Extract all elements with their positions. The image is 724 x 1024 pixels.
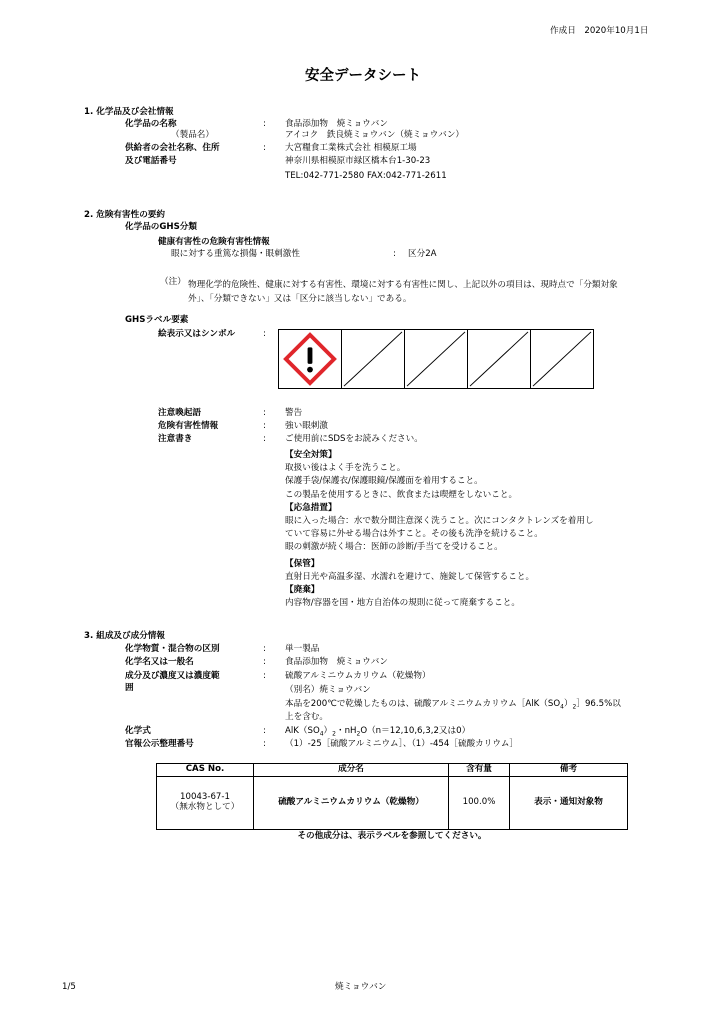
content-cell: 100.0% [449,777,510,830]
composition-label: 成分及び濃度又は濃度範 [125,671,220,681]
trade-name-label: （製品名） [171,130,214,140]
eye-irritation-label: 眼に対する重篤な損傷・眼刺激性 [171,249,300,259]
precaution-line: この製品を使用するときに、飲食または喫煙をしないこと。 [285,489,518,500]
table-header-row [157,764,628,777]
composition-description: 本品を200℃で乾燥したものは、硫酸アルミニウムカリウム$[AlK(SO_4)_2]96.5\%$以 [285,699,621,711]
colon: : [263,119,266,129]
table-row [157,777,628,830]
product-name-value: 食品添加物 焼ミョウバン [285,119,388,129]
col-header-component: 成分名 [254,764,449,777]
gazette-number-value: （1）-25［硫酸アルミニウム］、（1）-454［硫酸カリウム］ [285,739,519,749]
hazard-statement-value: 強い眼刺激 [285,421,328,431]
colon: : [263,726,266,736]
empty-pictogram-slot [404,329,468,389]
precaution-line: ていて容易に外せる場合は外すこと。その後も洗浄を続けること。 [285,529,543,540]
cas-number: 10043-67-1 [180,792,230,803]
supplier-label: 供給者の会社名称、住所 [125,143,220,153]
table-note-row [157,830,628,844]
colon: : [263,421,266,431]
composition-label-cont: 囲 [125,683,134,693]
alias-value: （別名）焼ミョウバン [285,685,371,695]
note-text: 物理化学的危険性、健康に対する有害性、環境に対する有害性に関し、上記以外の項目は、現時点で「分類対象外」、「分類できない」又は「区分に該当しない」である。 [188,280,618,304]
composition-table [156,763,628,843]
created-date: 作成日 2020年10月1日 [550,26,649,36]
remarks-cell: 表示・通知対象物 [510,777,628,830]
note-prefix: （注） [160,277,186,287]
signal-word-label: 注意喚起語 [158,408,201,418]
colon: : [263,329,266,339]
chemical-name-value: 食品添加物 焼ミョウバン [285,657,388,667]
tel-fax-value: TEL:042-771-2580 FAX:042-771-2611 [285,171,447,181]
precaution-line: 内容物/容器を国・地方自治体の規則に従って廃棄すること。 [285,598,520,609]
ghs-class-label: 化学品のGHS分類 [125,222,197,232]
precaution-line: 取扱い後はよく手を洗うこと。 [285,463,406,474]
signal-word-value: 警告 [285,408,303,418]
chemical-name-label: 化学名又は一般名 [125,657,194,667]
empty-pictogram-slot [341,329,405,389]
colon: : [263,644,266,654]
precaution-tag-first-aid: 【応急措置】 [285,502,337,513]
colon: : [263,434,266,444]
precaution-line: 眼の刺激が続く場合：医師の診断/手当てを受けること。 [285,542,503,553]
table-note: その他成分は、表示ラベルを参照してください。 [157,830,628,844]
component-cell: 硫酸アルミニウムカリウム（乾燥物） [254,777,449,830]
colon: : [263,143,266,153]
precaution-blocks [285,449,594,610]
precaution-label: 注意書き [158,434,193,444]
substance-mixture-value: 単一製品 [285,644,320,654]
section2-heading: 2. 危険有害性の要約 [84,210,165,220]
supplier-value: 大宮糧食工業株式会社 相模原工場 [285,143,417,153]
formula-label: 化学式 [125,726,151,736]
formula-value: $AlK(SO_4)_2$・$nH_2O(n=12,10,6,3,2$又は0） [285,726,471,738]
cas-cell [157,777,254,830]
precaution-intro: ご使用前にSDSをお読みください。 [285,434,423,444]
colon: : [263,408,266,418]
precaution-tag-storage: 【保管】 [285,558,320,569]
colon: : [263,739,266,749]
precaution-tag-safety: 【安全対策】 [285,450,337,460]
section3-heading: 3. 組成及び成分情報 [84,631,165,641]
trade-name-value: アイコク 鉄良焼ミョウバン（焼ミョウバン） [285,130,465,140]
empty-pictogram-slot [530,329,594,389]
page-number: 1/5 [62,982,76,992]
col-header-content: 含有量 [449,764,510,777]
hazard-statement-label: 危険有害性情報 [158,421,219,431]
empty-pictogram-slot [467,329,531,389]
precaution-line: 保護手袋/保護衣/保護眼鏡/保護面を着用すること。 [285,476,483,487]
symbol-label: 絵表示又はシンボル [158,329,236,339]
colon: : [263,657,266,667]
product-name-label: 化学品の名称 [125,119,177,129]
section1-heading: 1. 化学品及び会社情報 [84,107,174,117]
col-header-remarks: 備考 [510,764,628,777]
colon: : [393,249,396,259]
phone-label: 及び電話番号 [125,156,177,166]
cas-note: （無水物として） [170,802,240,812]
health-hazard-label: 健康有害性の危険有害性情報 [158,237,270,247]
precaution-tag-disposal: 【廃棄】 [285,585,320,596]
col-header-cas: CAS No. [157,764,254,777]
gazette-number-label: 官報公示整理番号 [125,739,194,749]
precaution-line: 直射日光や高温多湿、水濡れを避けて、施錠して保管すること。 [285,571,535,582]
colon: : [263,671,266,681]
exclamation-mark-pictogram-icon [278,329,342,389]
composition-description-cont: 上を含む。 [285,712,328,722]
composition-value: 硫酸アルミニウムカリウム（乾燥物） [285,671,431,681]
eye-irritation-value: 区分2A [408,249,437,259]
substance-mixture-label: 化学物質・混合物の区別 [125,644,220,654]
footer-product-name: 焼ミョウバン [335,982,387,992]
precaution-line: 眼に入った場合：水で数分間注意深く洗うこと。次にコンタクトレンズを着用し [285,516,594,527]
pictogram-row [278,329,594,389]
document-title: 安全データシート [305,68,421,84]
ghs-label-heading: GHSラベル要素 [125,315,189,325]
address-value: 神奈川県相模原市緑区橋本台1-30-23 [285,156,431,166]
